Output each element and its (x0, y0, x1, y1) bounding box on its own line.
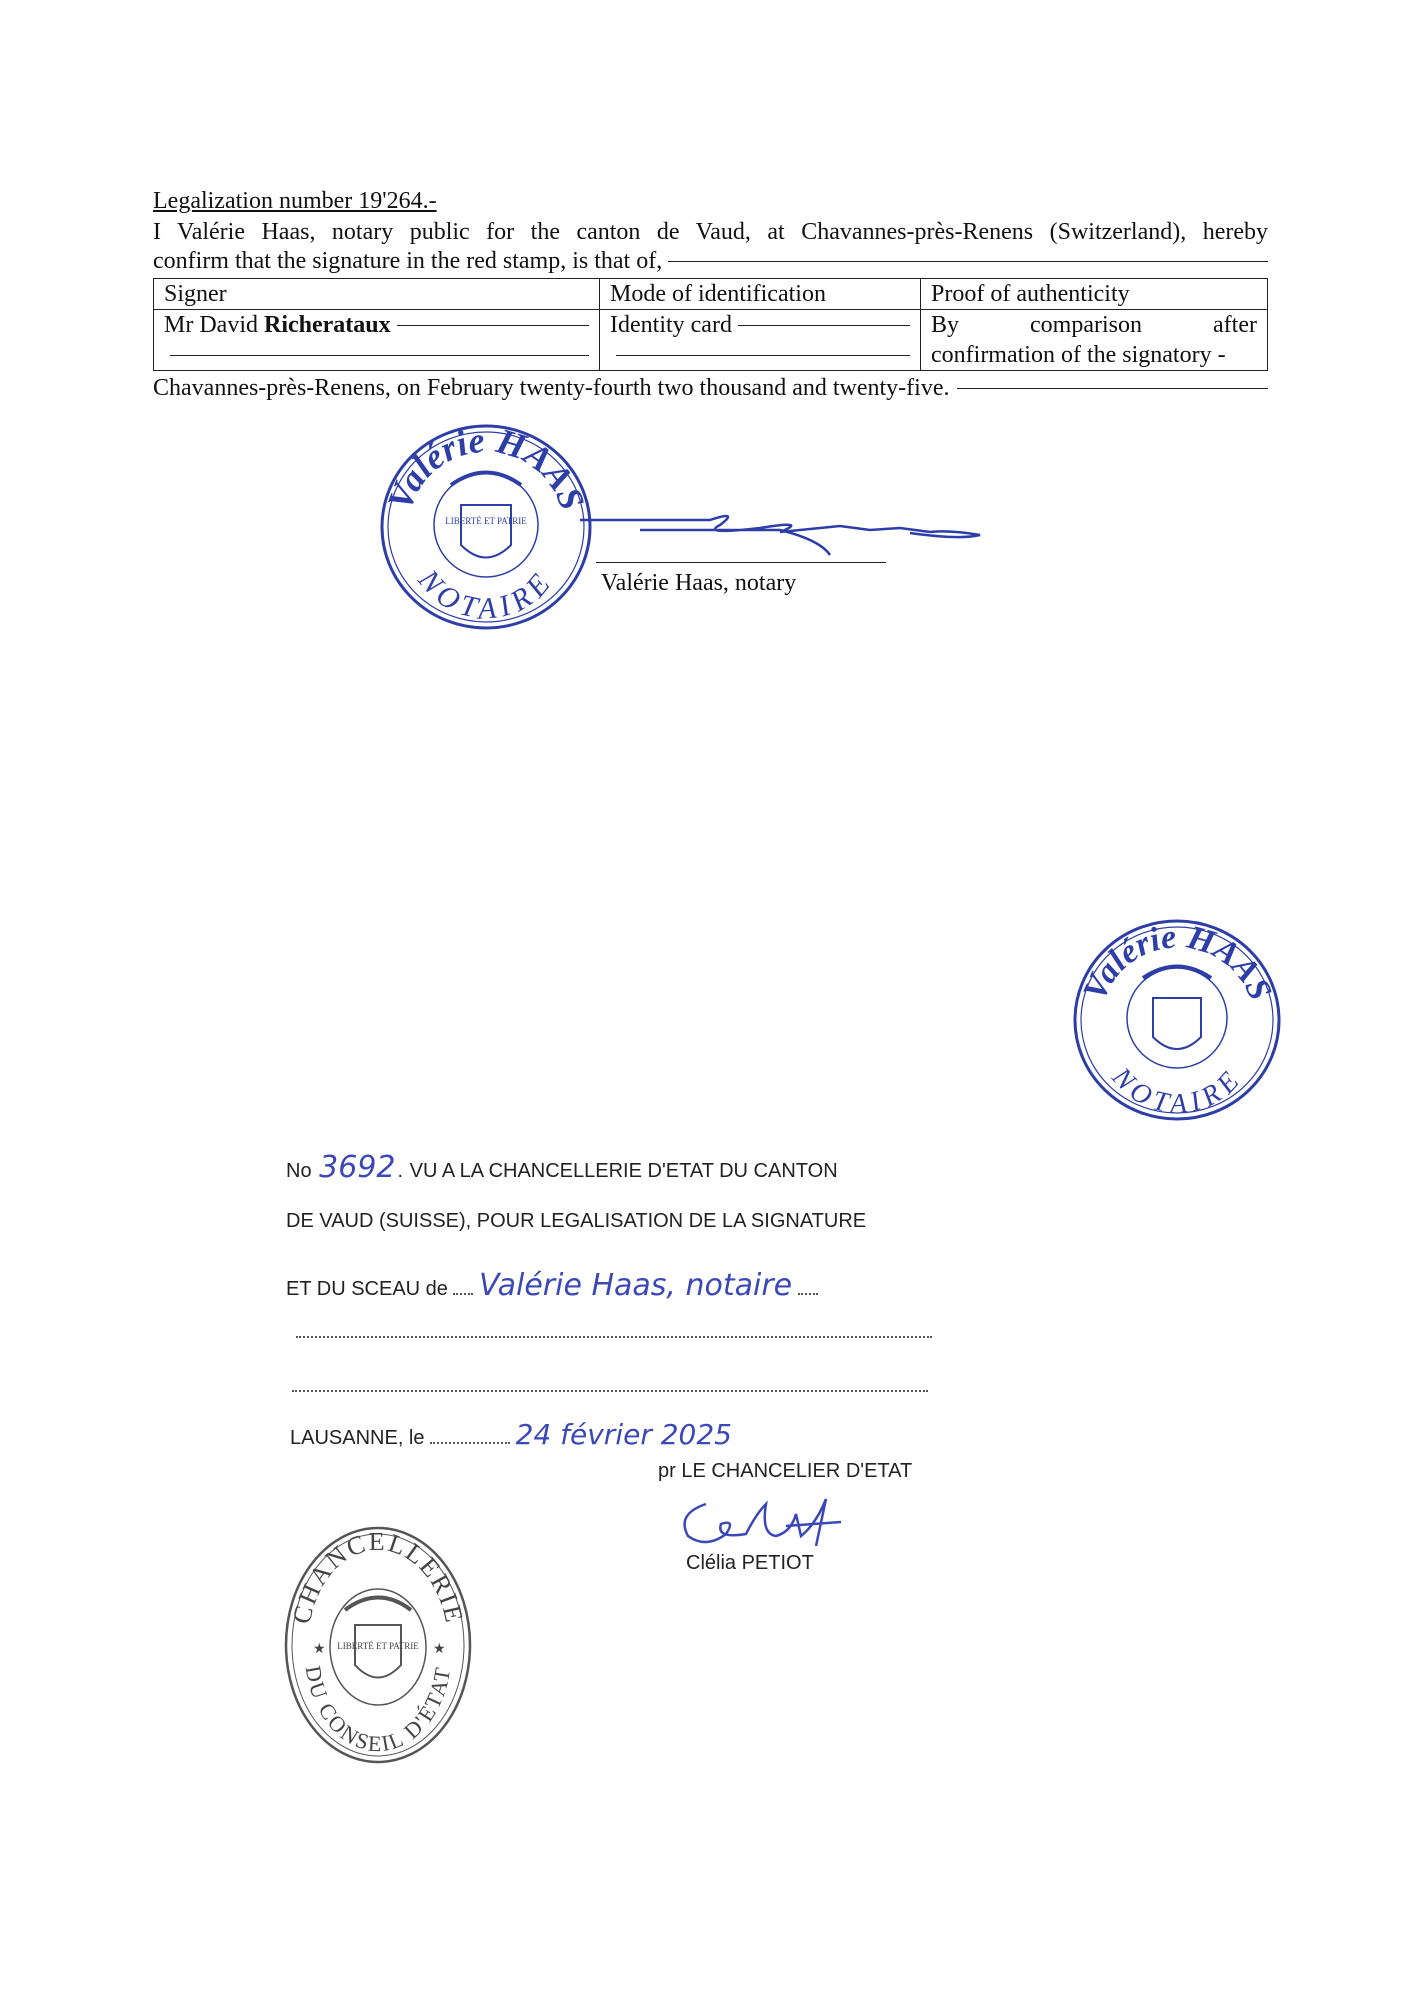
chancellery-signature (676, 1494, 846, 1554)
svg-text:Valérie HAAS (1076, 918, 1278, 1005)
star-icon: ★ (313, 1641, 326, 1657)
legalization-paragraph-line2: confirm that the signature in the red stamp, is that of, (153, 248, 1268, 275)
notary-stamp-2 (1070, 915, 1285, 1125)
signer-prefix: Mr David (164, 312, 258, 338)
star-icon: ★ (433, 1641, 446, 1657)
cell-signer (154, 310, 600, 371)
notary-stamp-2-top-text: Valérie HAAS (1076, 918, 1279, 1006)
svg-text:Valérie HAAS (379, 420, 592, 515)
notary-signature-line (596, 562, 886, 563)
chancellery-seal-bottom-text: DU CONSEIL D'ÉTAT (300, 1663, 456, 1757)
chancellery-no-label: No (286, 1160, 312, 1182)
proof-word-3: after (1213, 312, 1257, 338)
chancellery-line3: ET DU SCEAU de Valérie Haas, notaire (286, 1268, 818, 1303)
chancellery-signatory-title: pr LE CHANCELIER D'ETAT (658, 1460, 913, 1482)
notary-stamp-2-bottom-text: NOTAIRE (1105, 1061, 1250, 1121)
chancellery-line1: No 3692 . VU A LA CHANCELLERIE D'ETAT DU CANTON (286, 1150, 838, 1185)
chancellery-line1-text: VU A LA CHANCELLERIE D'ETAT DU CANTON (409, 1160, 838, 1182)
notary-stamp-bottom-text: NOTAIRE (411, 563, 561, 626)
header-proof: Proof of authenticity (921, 279, 1268, 310)
legalization-paragraph-line1: I Valérie Haas, notary public for the canton de Vaud, at Chavannes-près-Renens (Switzerland), hereby (153, 219, 1268, 245)
dotted-line-2 (292, 1390, 928, 1392)
chancellery-line3-value: Valérie Haas, notaire (479, 1268, 793, 1303)
chancellery-signatory-name: Clélia PETIOT (686, 1552, 814, 1574)
notary-signature (580, 500, 1000, 560)
chancellery-seal (283, 1525, 473, 1765)
chancellery-place-date: LAUSANNE, le 24 février 2025 (290, 1418, 732, 1451)
header-signer: Signer (154, 279, 600, 310)
notary-stamp-top-text: Valérie HAAS (379, 420, 593, 515)
cell-identification (600, 310, 921, 371)
chancellery-date-value: 24 février 2025 (515, 1418, 732, 1451)
proof-line2: confirmation of the signatory - (931, 342, 1226, 368)
chancellery-seal-top-text: CHANCELLERIE (286, 1526, 470, 1627)
legalization-table (153, 278, 1268, 371)
place-date-line: Chavannes-près-Renens, on February twenty-fourth two thousand and twenty-five. (153, 375, 1268, 402)
table-header-row (154, 279, 1268, 310)
chancellery-line2: DE VAUD (SUISSE), POUR LEGALISATION DE LA SIGNATURE (286, 1210, 867, 1232)
legalization-number: Legalization number 19'264.- (153, 188, 437, 214)
identification-value: Identity card (610, 312, 732, 338)
proof-word-1: By (931, 312, 960, 338)
header-identification: Mode of identification (600, 279, 921, 310)
chancellery-seal-shield-text: LIBERTÉ ET PATRIE (337, 1641, 419, 1651)
dotted-line-1 (296, 1336, 932, 1338)
proof-word-2: comparison (1030, 312, 1143, 338)
svg-text:CHANCELLERIE (287, 1527, 469, 1627)
signer-name: Richerataux (263, 312, 391, 338)
notary-caption: Valérie Haas, notary (601, 570, 797, 596)
cell-proof (921, 310, 1268, 371)
notary-stamp-shield-text: LIBERTÉ ET PATRIE (445, 516, 527, 526)
notary-stamp (376, 420, 596, 634)
chancellery-no-value: 3692 (319, 1150, 396, 1185)
svg-text:NOTAIRE (1105, 1061, 1249, 1120)
table-row (154, 310, 1268, 371)
